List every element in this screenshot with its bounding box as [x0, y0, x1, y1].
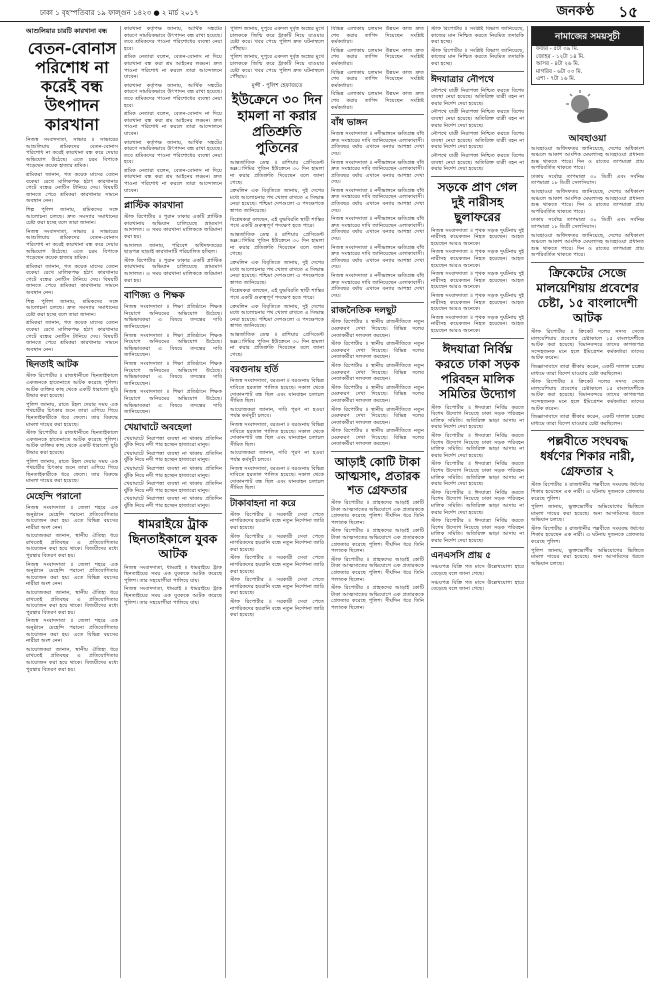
paragraph: স্টাফ রিপোর্টার ॥ গ্রাহকদের আড়াই কোটি টাকা আত্মসাতের অভিযোগে এক প্রতারককে গ্রেফতার করেছে পুলিশ। দীর্ঘদিন ধরে তিনি পলাতক ছিলেন।: [331, 585, 424, 611]
column-6: [531, 26, 644, 978]
paragraph: নিজস্ব সংবাদদাতা ॥ নদীভাঙ্গনে ক্ষতিগ্রস্ত বাঁধ দ্রুত সংস্কারের দাবি জানিয়েছেন এলাকাবাসী। প্রতিবছর বর্ষায় এখানে বন্যার আশঙ্কা দেখা দেয়।: [331, 187, 424, 214]
weather-title: আবহাওয়া: [568, 133, 607, 144]
story-body: [124, 26, 222, 194]
story-body: [230, 378, 324, 492]
paragraph: শিল্প পুলিশ জানায়, শ্রমিকদের সঙ্গে আলোচনা চলছে। দ্রুত সমস্যার সমাধানের চেষ্টা করা হচ্ছে বলে তারা জানান।: [26, 298, 118, 318]
paragraph: নিজস্ব সংবাদদাতা ॥ জেলা শহরে এক অনুষ্ঠানে মেহেন্দি পরানো প্রতিযোগিতার আয়োজন করা হয়। এতে বিভিন্ন বয়সের নারীরা অংশ নেন।: [26, 504, 118, 531]
story-headline: বাণিজ্য ও শিক্ষক: [124, 291, 185, 302]
paragraph: নিজস্ব সংবাদদাতা ॥ নদীভাঙ্গনে ক্ষতিগ্রস্ত বাঁধ দ্রুত সংস্কারের দাবি জানিয়েছেন এলাকাবাসী। প্রতিবছর বর্ষায় এখানে বন্যার আশঙ্কা দেখা দেয়।: [331, 216, 424, 243]
prayer-times-title: নামাজের সময়সূচী: [532, 27, 643, 46]
paragraph: নিজস্ব সংবাদদাতা ॥ শিক্ষা প্রতিষ্ঠানে শিক্ষক নিয়োগে অনিয়মের অভিযোগ উঠেছে। অভিভাবকরা এ বিষয়ে তদন্তের দাবি জানিয়েছেন।: [124, 389, 222, 416]
paragraph: আন্তর্জাতিক ডেস্ক ॥ রাশিয়ার প্রেসিডেন্ট ভøাদিমির পুতিন ইউক্রেনে ৩০ দিন হামলা না করার প্রতিশ্রুতি দিয়েছেন বলে জানা গেছে।: [230, 231, 324, 258]
paragraph: শ্রমিকরা জানান, গত কয়েক মাসের বেতন বকেয়া রেখে মালিকপক্ষ হঠাৎ কারখানার গেটে বন্ধের নোটিস টানিয়ে দেয়। বিষয়টি জানতে পেরে শ্রমিকরা কারখানার সামনে অবস্থান নেন।: [26, 320, 118, 353]
story-body: [431, 564, 524, 592]
paragraph: স্টাফ রিপোর্টার ॥ পুরান ঢাকার একটি প্লাস্টিক কারখানায় অভিযান চালিয়েছে ভ্রাম্যমাণ আদালত। এ সময় কারখানা মালিককে জরিমানা করা হয়।: [124, 257, 222, 284]
paragraph: খেয়াঘাটে নিরাপত্তা ব্যবস্থা না থাকায় প্রতিদিন ঝুঁকি নিয়ে নদী পার হচ্ছেন হাজারো মানুষ।: [124, 496, 222, 510]
paragraph: স্টাফ রিপোর্টার ॥ স্থানীয় রাজনীতিতে নতুন মেরুকরণ দেখা দিয়েছে। বিভিন্ন দলের নেতাকর্মীরা দলবদল করছেন।: [331, 406, 424, 426]
paragraph: পুলিশ জানায়, রাতে টহল দেয়ার সময় এক পথচারীর চিৎকার শুনে তারা এগিয়ে গিয়ে ছিনতাইকারীকে ধরে ফেলে। তার বিরুদ্ধে মামলা দায়ের করা হয়েছে।: [26, 458, 118, 485]
story-body: [531, 482, 644, 567]
story-headline: পল্লবীতে সংঘবদ্ধ ধর্ষণের শিকার নারী, গ্রেফতার ২: [540, 434, 635, 479]
column-rule: [427, 26, 428, 978]
story-body: [230, 512, 324, 619]
paragraph: শিল্প পুলিশ জানায়, শ্রমিকদের সঙ্গে আলোচনা চলছে। দ্রুত সমস্যার সমাধানের চেষ্টা করা হচ্ছে বলে তারা জানান।: [26, 206, 118, 227]
paragraph: স্টাফ রিপোর্টার ॥ রাজধানীর পল্লবীতে সংঘবদ্ধ ধর্ষণের শিকার হয়েছেন এক নারী। এ ঘটনায় দুজনকে গ্রেফতার করেছে পুলিশ।: [531, 482, 644, 502]
paragraph: স্টাফ রিপোর্টার ॥ সরকারী সেবা পেতে নাগরিকদের হয়রানি বন্ধে নতুন নির্দেশনা জারি করা হয়েছে।: [230, 511, 324, 532]
issue-date: ঢাকা ১ বৃহস্পতিবার ১৯ ফাল্গুন ১৪২৩ ● ২ মার্চ ২০১৭: [40, 9, 199, 17]
paragraph: খেয়াঘাটে নিরাপত্তা ব্যবস্থা না থাকায় প্রতিদিন ঝুঁকি নিয়ে নদী পার হচ্ছেন হাজারো মানুষ।: [124, 435, 222, 449]
story-body: [124, 436, 222, 510]
paragraph: স্টাফ রিপোর্টার ॥ গ্রাহকদের আড়াই কোটি টাকা আত্মসাতের অভিযোগে এক প্রতারককে গ্রেফতার করেছে পুলিশ। দীর্ঘদিন ধরে তিনি পলাতক ছিলেন।: [331, 556, 424, 583]
paragraph: আবহাওয়া অধিদফতর জানিয়েছে, দেশের অধিকাংশ অঞ্চলে আকাশ আংশিক মেঘলাসহ আবহাওয়া প্রধানত শুষ্ক থাকতে পারে। দিন ও রাতের তাপমাত্রা প্রায় অপরিবর্তিত থাকতে পারে।: [531, 189, 644, 215]
paragraph: নিজস্ব সংবাদদাতা ॥ নদীভাঙ্গনে ক্ষতিগ্রস্ত বাঁধ দ্রুত সংস্কারের দাবি জানিয়েছেন এলাকাবাসী। প্রতিবছর বর্ষায় এখানে বন্যার আশঙ্কা দেখা দেয়।: [331, 159, 424, 186]
paragraph: বিভিন্ন এলাকায় চলমান উন্নয়ন কাজ দ্রুত শেষ করার তাগিদ দিয়েছেন সংশ্লিষ্ট কর্মকর্তারা।: [331, 47, 424, 67]
paragraph: ঢাকায় সর্বোচ্চ তাপমাত্রা ৩০ ডিগ্রী এবং সর্বনিম্ন তাপমাত্রা ১৮ ডিগ্রী সেলসিয়াস।: [531, 217, 644, 231]
paragraph: শ্রমিকরা জানান, গত কয়েক মাসের বেতন বকেয়া রেখে মালিকপক্ষ হঠাৎ কারখানার গেটে বন্ধের নোটিস টানিয়ে দেয়। বিষয়টি জানতে পেরে শ্রমিকরা কারখানার সামনে অবস্থান নেন।: [26, 263, 118, 297]
story-headline: আড়াই কোটি টাকা আত্মসাৎ, প্রতারক শত গ্রেফতার: [334, 455, 421, 498]
paragraph: স্টাফ রিপোর্টার ॥ ক্রিকেট দলের সদস্য সেজে মালয়েশিয়ায় প্রবেশের চেষ্টাকালে ১৫ বাংলাদেশীকে আটক করা হয়েছে। বিমানবন্দরে তাদের কাগজপত্র সন্দেহজনক মনে হলে ইমিগ্রেশন কর্মকর্তারা তাদের আটক করেন।: [531, 379, 644, 412]
story-headline: ধামরাইয়ে ট্রাক ছিনতাইকালে যুবক আটক: [128, 516, 218, 561]
paragraph: আন্তর্জাতিক ডেস্ক ॥ রাশিয়ার প্রেসিডেন্ট ভøাদিমির পুতিন ইউক্রেনে ৩০ দিন হামলা না করার প্রতিশ্রুতি দিয়েছেন বলে জানা গেছে।: [230, 159, 324, 186]
paragraph: নিজস্ব সংবাদদাতা ॥ পৃথক সড়ক দুর্ঘটনায় দুই নারীসহ কয়েকজন নিহত হয়েছেন। আহত হয়েছেন আরও অনেকে।: [431, 227, 524, 247]
paragraph: আদালত জানায়, পরিবেশ অধিদফতরের ছাড়পত্র ছাড়াই কারখানাটি পরিচালিত হচ্ছিল।: [124, 242, 222, 256]
column-1: [26, 26, 118, 978]
story-body: [331, 26, 424, 111]
story-body: [431, 26, 524, 68]
paragraph: স্টাফ রিপোর্টার ॥ স্থানীয় রাজনীতিতে নতুন মেরুকরণ দেখা দিয়েছে। বিভিন্ন দলের নেতাকর্মীরা দলবদল করছেন।: [331, 319, 424, 339]
paragraph: স্টাফ রিপোর্টার ॥ সরকারী সেবা পেতে নাগরিকদের হয়রানি বন্ধে নতুন নির্দেশনা জারি করা হয়েছে।: [230, 599, 324, 619]
story-body: [230, 160, 324, 359]
lead-headline: বেতন-বোনাস পরিশোধ না করেই বন্ধ উৎপাদন কারখানা: [27, 39, 117, 134]
story-body: [431, 228, 524, 335]
paragraph: বিভিন্ন এলাকায় চলমান উন্নয়ন কাজ দ্রুত শেষ করার তাগিদ দিয়েছেন সংশ্লিষ্ট কর্মকর্তারা।: [331, 26, 424, 46]
story-body: [431, 88, 524, 173]
story-headline: ক্রিকেটের সেজে মালয়েশিয়ায় প্রবেশের চেষ্টা, ১৫ বাংলাদেশী আটক: [536, 266, 639, 325]
column-rule: [527, 26, 528, 978]
prayer-times-box: [531, 26, 644, 85]
paragraph: পুলিশ জানায়, ভুক্তভোগীর অভিযোগের ভিত্তিতে মামলা দায়ের করা হয়েছে। অন্য আসামিদের ধরতে অভিযান চলছে।: [531, 504, 644, 524]
paragraph: সঞ্চয়পত্র বিক্রি গত মাসে উল্লেখযোগ্য হারে বেড়েছে বলে জানা গেছে।: [431, 579, 524, 593]
paragraph: শ্রমিক নেতারা বলেন, বেতন-বোনাস না দিয়ে কারখানা বন্ধ করা শ্রম আইনের লঙ্ঘন। দ্রুত পাওনা পরিশোধ না করলে তারা আন্দোলনে যাবেন।: [124, 54, 222, 81]
paragraph: পুলিশ জানায়, রাতে টহল দেয়ার সময় এক পথচারীর চিৎকার শুনে তারা এগিয়ে গিয়ে ছিনতাইকারীকে ধরে ফেলে। তার বিরুদ্ধে মামলা দায়ের করা হয়েছে।: [26, 401, 118, 428]
paragraph: আয়োজকরা জানান, স্থানীয় ঐতিহ্য ধরে রাখতেই প্রতিবছর এ প্রতিযোগিতার আয়োজন করা হয়ে থাকে। বিজয়ীদের মধ্যে পুরস্কার বিতরণ করা হয়।: [26, 533, 118, 560]
paragraph: স্টাফ রিপোর্টার ॥ সরকারী সেবা পেতে নাগরিকদের হয়রানি বন্ধে নতুন নির্দেশনা জারি করা হয়েছে।: [230, 555, 324, 575]
paragraph: নিজস্ব সংবাদদাতা ॥ পৃথক সড়ক দুর্ঘটনায় দুই নারীসহ কয়েকজন নিহত হয়েছেন। আহত হয়েছেন আরও অনেকে।: [431, 249, 524, 269]
paragraph: আবহাওয়া অধিদফতর জানিয়েছে, দেশের অধিকাংশ অঞ্চলে আকাশ আংশিক মেঘলাসহ আবহাওয়া প্রধানত শুষ্ক থাকতে পারে। দিন ও রাতের তাপমাত্রা প্রায় অপরিবর্তিত থাকতে পারে।: [531, 145, 644, 172]
paragraph: নিজস্ব সংবাদদাতা ॥ পৃথক সড়ক দুর্ঘটনায় দুই নারীসহ কয়েকজন নিহত হয়েছেন। আহত হয়েছেন আরও অনেকে।: [431, 314, 524, 334]
paragraph: স্টাফ রিপোর্টার ॥ ঈদযাত্রা নির্বিঘ্ন করতে বিশেষ উদ্যোগ নিয়েছে ঢাকা সড়ক পরিবহন মালিক সমিতি। অতিরিক্ত ভাড়া আদায় না করার নির্দেশ দেয়া হয়েছে।: [431, 404, 524, 431]
paragraph: স্টাফ রিপোর্টার ॥ রাজধানীতে ছিনতাইকালে একজনকে হাতেনাতে আটক করেছে পুলিশ। আটক ব্যক্তির কাছ থেকে একটি ধারালো ছুরি উদ্ধার করা হয়েছে।: [26, 430, 118, 456]
story-headline: এনএসসি প্রায় ৫: [431, 551, 492, 562]
paragraph: বিভিন্ন এলাকায় চলমান উন্নয়ন কাজ দ্রুত শেষ করার তাগিদ দিয়েছেন সংশ্লিষ্ট কর্মকর্তারা।: [331, 69, 424, 89]
paragraph: স্টাফ রিপোর্টার ॥ পুরান ঢাকার একটি প্লাস্টিক কারখানায় অভিযান চালিয়েছে ভ্রাম্যমাণ আদালত। এ সময় কারখানা মালিককে জরিমানা করা হয়।: [124, 214, 222, 241]
column-rule: [225, 26, 226, 978]
story-headline: ঈদযাত্রার নৌপথে: [431, 74, 494, 85]
story-headline: বাঁধ ভাঙ্গন: [331, 118, 368, 129]
page-header: [0, 0, 650, 22]
page-number: ১৫: [618, 3, 638, 21]
prayer-time-row: জোহর - ১২টা ১৪ মি.: [536, 53, 585, 60]
paragraph: বিশ্লেষকরা বলছেন, এই যুদ্ধবিরতি স্থায়ী শান্তির পথে একটি গুরুত্বপূর্ণ পদক্ষেপ হতে পারে।: [230, 288, 324, 302]
paragraph: নিজস্ব সংবাদদাতা ॥ নদীভাঙ্গনে ক্ষতিগ্রস্ত বাঁধ দ্রুত সংস্কারের দাবি জানিয়েছেন এলাকাবাসী। প্রতিবছর বর্ষায় এখানে বন্যার আশঙ্কা দেখা দেয়।: [331, 244, 424, 271]
newspaper-brand: জনকণ্ঠ: [556, 4, 594, 19]
paragraph: স্টাফ রিপোর্টার ॥ সরকারী সেবা পেতে নাগরিকদের হয়রানি বন্ধে নতুন নির্দেশনা জারি করা হয়েছে।: [230, 533, 324, 553]
story-body: [124, 214, 222, 284]
paragraph: আন্তর্জাতিক ডেস্ক ॥ রাশিয়ার প্রেসিডেন্ট ভøাদিমির পুতিন ইউক্রেনে ৩০ দিন হামলা না করার প্রতিশ্রুতি দিয়েছেন বলে জানা গেছে।: [230, 332, 324, 358]
paragraph: পুলিশ জানায়, দুপুরে একদল দুর্বৃত্ত অস্ত্রের মুখে চালককে জিম্মি করে ট্রাকটি নিয়ে যাওয়ার চেষ্টা করে। খবর পেয়ে পুলিশ দ্রুত ঘটনাস্থলে পৌঁছায়।: [230, 54, 324, 81]
story-headline: ছিনতাই আটক: [26, 360, 79, 371]
paragraph: আয়োজকরা জানান, দাবি পূরণ না হওয়া পর্যন্ত কর্মসূচী চলবে।: [230, 450, 324, 463]
story-body: [331, 500, 424, 612]
paragraph: স্টাফ রিপোর্টার ॥ রাজধানীতে ছিনতাইকালে একজনকে হাতেনাতে আটক করেছে পুলিশ। আটক ব্যক্তির কাছ থেকে একটি ধারালো ছুরি উদ্ধার করা হয়েছে।: [26, 373, 118, 400]
paragraph: স্টাফ রিপোর্টার ॥ ঈদযাত্রা নির্বিঘ্ন করতে বিশেষ উদ্যোগ নিয়েছে ঢাকা সড়ক পরিবহন মালিক সমিতি। অতিরিক্ত ভাড়া আদায় না করার নির্দেশ দেয়া হয়েছে।: [431, 461, 524, 488]
paragraph: নিজস্ব সংবাদদাতা ॥ শিক্ষা প্রতিষ্ঠানে শিক্ষক নিয়োগে অনিয়মের অভিযোগ উঠেছে। অভিভাবকরা এ বিষয়ে তদন্তের দাবি জানিয়েছেন।: [124, 332, 222, 359]
paragraph: নিজস্ব সংবাদদাতা, বরগুনা ॥ বরগুনায় বিভিন্ন দাবিতে হরতাল পালিত হয়েছে। সকাল থেকে দোকানপাট বন্ধ ছিল এবং যানবাহন চলাচল সীমিত ছিল।: [230, 421, 324, 448]
story-headline: রাজনৈতিক দলছুট: [331, 306, 397, 317]
paragraph: আয়োজকরা জানান, দাবি পূরণ না হওয়া পর্যন্ত কর্মসূচী চলবে।: [230, 406, 324, 420]
paragraph: আবহাওয়া অধিদফতর জানিয়েছে, দেশের অধিকাংশ অঞ্চলে আকাশ আংশিক মেঘলাসহ আবহাওয়া প্রধানত শুষ্ক থাকতে পারে। দিন ও রাতের তাপমাত্রা প্রায় অপরিবর্তিত থাকতে পারে।: [531, 232, 644, 259]
story-headline: টাকাবাহনা না করে: [230, 498, 296, 509]
story-headline: মেহেন্দি পরানো: [26, 491, 82, 502]
story-headline: ঈদযাত্রা নির্বিঘ্ন করতে ঢাকা সড়ক পরিবহন মালিক সমিতির উদ্যোগ: [435, 341, 520, 401]
paragraph: আয়োজকরা জানান, স্থানীয় ঐতিহ্য ধরে রাখতেই প্রতিবছর এ প্রতিযোগিতার আয়োজন করা হয়ে থাকে। বিজয়ীদের মধ্যে পুরস্কার বিতরণ করা হয়।: [26, 646, 118, 673]
paragraph: নিজস্ব সংবাদদাতা ॥ শিক্ষা প্রতিষ্ঠানে শিক্ষক নিয়োগে অনিয়মের অভিযোগ উঠেছে। অভিভাবকরা এ বিষয়ে তদন্তের দাবি জানিয়েছেন।: [124, 304, 222, 330]
paragraph: নিজস্ব সংবাদদাতা, বরগুনা ॥ বরগুনায় বিভিন্ন দাবিতে হরতাল পালিত হয়েছে। সকাল থেকে দোকানপাট বন্ধ ছিল এবং যানবাহন চলাচল সীমিত ছিল।: [230, 465, 324, 492]
paragraph: সঞ্চয়পত্র বিক্রি গত মাসে উল্লেখযোগ্য হারে বেড়েছে বলে জানা গেছে।: [431, 564, 524, 578]
story-body: [230, 26, 324, 81]
paragraph: আয়োজকরা জানান, স্থানীয় ঐতিহ্য ধরে রাখতেই প্রতিবছর এ প্রতিযোগিতার আয়োজন করা হয়ে থাকে। বিজয়ীদের মধ্যে পুরস্কার বিতরণ করা হয়।: [26, 590, 118, 616]
weather-body: [531, 146, 644, 260]
column-3: [230, 26, 324, 978]
paragraph: নিজস্ব সংবাদদাতা ॥ নদীভাঙ্গনে ক্ষতিগ্রস্ত বাঁধ দ্রুত সংস্কারের দাবি জানিয়েছেন এলাকাবাসী। প্রতিবছর বর্ষায় এখানে বন্যার আশঙ্কা দেখা দেয়।: [331, 131, 424, 157]
column-5: [431, 26, 524, 978]
paragraph: ক্রেমলিন এক বিবৃতিতে জানায়, দুই দেশের মধ্যে আলোচনার পথ খোলা রাখতে এ সিদ্ধান্ত নেয়া হয়েছে। পশ্চিমা দেশগুলো এ পদক্ষেপকে স্বাগত জানিয়েছে।: [230, 303, 324, 330]
paragraph: বিভিন্ন এলাকায় চলমান উন্নয়ন কাজ দ্রুত শেষ করার তাগিদ দিয়েছেন সংশ্লিষ্ট কর্মকর্তারা।: [331, 91, 424, 111]
paragraph: জিজ্ঞাসাবাদে তারা স্বীকার করেন, একটি দালাল চক্রের মাধ্যমে তারা বিদেশ যাওয়ার চেষ্টা করছিলেন।: [531, 414, 644, 427]
prayer-time-row: মাগরিব - ৬টা ০৩ মি.: [536, 68, 583, 75]
weather-box: [531, 89, 644, 260]
paragraph: নৌপথে যাত্রী নিরাপত্তা নিশ্চিত করতে বিশেষ ব্যবস্থা নেয়া হয়েছে। অতিরিক্ত যাত্রী বহন না করার নির্দেশ দেয়া হয়েছে।: [431, 131, 524, 151]
paragraph: স্টাফ রিপোর্টার ॥ ঈদযাত্রা নির্বিঘ্ন করতে বিশেষ উদ্যোগ নিয়েছে ঢাকা সড়ক পরিবহন মালিক সমিতি। অতিরিক্ত ভাড়া আদায় না করার নির্দেশ দেয়া হয়েছে।: [431, 432, 524, 459]
prayer-time-row: এশা - ৭টা ১৬ মি.: [536, 76, 576, 82]
paragraph: স্টাফ রিপোর্টার ॥ ঈদযাত্রা নির্বিঘ্ন করতে বিশেষ উদ্যোগ নিয়েছে ঢাকা সড়ক পরিবহন মালিক সমিতি। অতিরিক্ত ভাড়া আদায় না করার নির্দেশ দেয়া হয়েছে।: [431, 489, 524, 516]
paragraph: নৌপথে যাত্রী নিরাপত্তা নিশ্চিত করতে বিশেষ ব্যবস্থা নেয়া হয়েছে। অতিরিক্ত যাত্রী বহন না করার নির্দেশ দেয়া হয়েছে।: [431, 87, 524, 107]
paragraph: স্টাফ রিপোর্টার ॥ সংশ্লিষ্ট বিভাগ জানিয়েছে, কাজের মান নিশ্চিত করতে নিয়মিত তদারকি করা হচ্ছে।: [431, 47, 524, 67]
paragraph: শ্রমিক নেতারা বলেন, বেতন-বোনাস না দিয়ে কারখানা বন্ধ করা শ্রম আইনের লঙ্ঘন। দ্রুত পাওনা পরিশোধ না করলে তারা আন্দোলনে যাবেন।: [124, 167, 222, 194]
story-headline: বরগুনায় হর্তি: [230, 365, 279, 376]
story-body: [124, 565, 222, 607]
story-kicker: আশুলিয়ার চারটি কারখানা বন্ধ: [26, 27, 108, 35]
story-headline: ইউক্রেনে ৩০ দিন হামলা না করার প্রতিশ্রুতি পুতিনের: [231, 92, 323, 156]
paragraph: শ্রমিক নেতারা বলেন, বেতন-বোনাস না দিয়ে কারখানা বন্ধ করা শ্রম আইনের লঙ্ঘন। দ্রুত পাওনা পরিশোধ না করলে তারা আন্দোলনে যাবেন।: [124, 111, 222, 137]
paragraph: নিজস্ব সংবাদদাতা ॥ নদীভাঙ্গনে ক্ষতিগ্রস্ত বাঁধ দ্রুত সংস্কারের দাবি জানিয়েছেন এলাকাবাসী। প্রতিবছর বর্ষায় এখানে বন্যার আশঙ্কা দেখা দেয়।: [331, 273, 424, 299]
column-rule: [120, 26, 121, 978]
paragraph: কারখানা কর্তৃপক্ষ জানায়, আর্থিক সঙ্কটের কারণে সাময়িকভাবে উৎপাদন বন্ধ রাখা হয়েছে। তবে শ্রমিকদের পাওনা পরিশোধের ব্যবস্থা নেয়া হবে।: [124, 26, 222, 52]
paragraph: স্টাফ রিপোর্টার ॥ স্থানীয় রাজনীতিতে নতুন মেরুকরণ দেখা দিয়েছে। বিভিন্ন দলের নেতাকর্মীরা দলবদল করছেন।: [331, 428, 424, 448]
column-rule: [327, 26, 328, 978]
prayer-time-row: আসর - ৪টা ২৬ মি.: [536, 61, 580, 67]
story-headline: খেয়াঘাটে অবহেলা: [124, 422, 192, 433]
paragraph: ঢাকায় সর্বোচ্চ তাপমাত্রা ৩০ ডিগ্রী এবং সর্বনিম্ন তাপমাত্রা ১৮ ডিগ্রী সেলসিয়াস।: [531, 173, 644, 187]
story-headline: সড়কে প্রাণ গেল দুই নারীসহ ছুলাফরের: [437, 179, 518, 224]
paragraph: খেয়াঘাটে নিরাপত্তা ব্যবস্থা না থাকায় প্রতিদিন ঝুঁকি নিয়ে নদী পার হচ্ছেন হাজারো মানুষ।: [124, 466, 222, 479]
paragraph: জিজ্ঞাসাবাদে তারা স্বীকার করেন, একটি দালাল চক্রের মাধ্যমে তারা বিদেশ যাওয়ার চেষ্টা করছিলেন।: [531, 363, 644, 377]
paragraph: স্টাফ রিপোর্টার ॥ রাজধানীর পল্লবীতে সংঘবদ্ধ ধর্ষণের শিকার হয়েছেন এক নারী। এ ঘটনায় দুজনকে গ্রেফতার করেছে পুলিশ।: [531, 525, 644, 546]
paragraph: স্টাফ রিপোর্টার ॥ স্থানীয় রাজনীতিতে নতুন মেরুকরণ দেখা দিয়েছে। বিভিন্ন দলের নেতাকর্মীরা দলবদল করছেন।: [331, 362, 424, 383]
paragraph: পুলিশ জানায়, দুপুরে একদল দুর্বৃত্ত অস্ত্রের মুখে চালককে জিম্মি করে ট্রাকটি নিয়ে যাওয়ার চেষ্টা করে। খবর পেয়ে পুলিশ দ্রুত ঘটনাস্থলে পৌঁছায়।: [230, 26, 324, 52]
paragraph: খেয়াঘাটে নিরাপত্তা ব্যবস্থা না থাকায় প্রতিদিন ঝুঁকি নিয়ে নদী পার হচ্ছেন হাজারো মানুষ।: [124, 450, 222, 464]
paragraph: নিজস্ব সংবাদদাতা, বরগুনা ॥ বরগুনায় বিভিন্ন দাবিতে হরতাল পালিত হয়েছে। সকাল থেকে দোকানপাট বন্ধ ছিল এবং যানবাহন চলাচল সীমিত ছিল।: [230, 378, 324, 405]
paragraph: নৌপথে যাত্রী নিরাপত্তা নিশ্চিত করতে বিশেষ ব্যবস্থা নেয়া হয়েছে। অতিরিক্ত যাত্রী বহন না করার নির্দেশ দেয়া হয়েছে।: [431, 152, 524, 173]
prayer-time-row: ফজর - ৫টা ০৯ মি.: [536, 46, 579, 52]
paragraph: পুলিশ জানায়, ভুক্তভোগীর অভিযোগের ভিত্তিতে মামলা দায়ের করা হয়েছে। অন্য আসামিদের ধরতে অভিযান চলছে।: [531, 547, 644, 567]
lead-story-body: [26, 137, 118, 353]
paragraph: নিজস্ব সংবাদদাতা, সাভার ॥ সাভারের আশুলিয়ায় শ্রমিকদের বেতন-বোনাস পরিশোধ না করেই কারখানা বন্ধ করে দেয়ার অভিযোগ উঠেছে। এতে চরম বিপাকে পড়েছেন কয়েক হাজার শ্রমিক।: [26, 137, 118, 170]
paragraph: নিজস্ব সংবাদদাতা ॥ জেলা শহরে এক অনুষ্ঠানে মেহেন্দি পরানো প্রতিযোগিতার আয়োজন করা হয়। এতে বিভিন্ন বয়সের নারীরা অংশ নেন।: [26, 618, 118, 645]
story-body: [531, 329, 644, 427]
paragraph: শ্রমিকরা জানান, গত কয়েক মাসের বেতন বকেয়া রেখে মালিকপক্ষ হঠাৎ কারখানার গেটে বন্ধের নোটিস টানিয়ে দেয়। বিষয়টি জানতে পেরে শ্রমিকরা কারখানার সামনে অবস্থান নেন।: [26, 171, 118, 205]
paragraph: বিশ্লেষকরা বলছেন, এই যুদ্ধবিরতি স্থায়ী শান্তির পথে একটি গুরুত্বপূর্ণ পদক্ষেপ হতে পারে।: [230, 216, 324, 230]
paragraph: ক্রেমলিন এক বিবৃতিতে জানায়, দুই দেশের মধ্যে আলোচনার পথ খোলা রাখতে এ সিদ্ধান্ত নেয়া হয়েছে। পশ্চিমা দেশগুলো এ পদক্ষেপকে স্বাগত জানিয়েছে।: [230, 188, 324, 214]
paragraph: স্টাফ রিপোর্টার ॥ গ্রাহকদের আড়াই কোটি টাকা আত্মসাতের অভিযোগে এক প্রতারককে গ্রেফতার করেছে পুলিশ। দীর্ঘদিন ধরে তিনি পলাতক ছিলেন।: [331, 528, 424, 555]
paragraph: নিজস্ব সংবাদদাতা ॥ শিক্ষা প্রতিষ্ঠানে শিক্ষক নিয়োগে অনিয়মের অভিযোগ উঠেছে। অভিভাবকরা এ বিষয়ে তদন্তের দাবি জানিয়েছেন।: [124, 360, 222, 387]
paragraph: নিজস্ব সংবাদদাতা ॥ জেলা শহরে এক অনুষ্ঠানে মেহেন্দি পরানো প্রতিযোগিতার আয়োজন করা হয়। এতে বিভিন্ন বয়সের নারীরা অংশ নেন।: [26, 561, 118, 588]
story-body: [331, 319, 424, 448]
paragraph: স্টাফ রিপোর্টার ॥ স্থানীয় রাজনীতিতে নতুন মেরুকরণ দেখা দিয়েছে। বিভিন্ন দলের নেতাকর্মীরা দলবদল করছেন।: [331, 341, 424, 361]
paragraph: নৌপথে যাত্রী নিরাপত্তা নিশ্চিত করতে বিশেষ ব্যবস্থা নেয়া হয়েছে। অতিরিক্ত যাত্রী বহন না করার নির্দেশ দেয়া হয়েছে।: [431, 109, 524, 129]
paragraph: ক্রেমলিন এক বিবৃতিতে জানায়, দুই দেশের মধ্যে আলোচনার পথ খোলা রাখতে এ সিদ্ধান্ত নেয়া হয়েছে। পশ্চিমা দেশগুলো এ পদক্ষেপকে স্বাগত জানিয়েছে।: [230, 260, 324, 286]
column-4: [331, 26, 424, 978]
photo-caption: মুন্সী - পুলিশ হেফাজতে: [251, 82, 303, 89]
story-body: [331, 131, 424, 299]
paragraph: স্টাফ রিপোর্টার ॥ ক্রিকেট দলের সদস্য সেজে মালয়েশিয়ায় প্রবেশের চেষ্টাকালে ১৫ বাংলাদেশীকে আটক করা হয়েছে। বিমানবন্দরে তাদের কাগজপত্র সন্দেহজনক মনে হলে ইমিগ্রেশন কর্মকর্তারা তাদের আটক করেন।: [531, 329, 644, 362]
paragraph: স্টাফ রিপোর্টার ॥ স্থানীয় রাজনীতিতে নতুন মেরুকরণ দেখা দিয়েছে। বিভিন্ন দলের নেতাকর্মীরা দলবদল করছেন।: [331, 384, 424, 404]
paragraph: নিজস্ব সংবাদদাতা ॥ পৃথক সড়ক দুর্ঘটনায় দুই নারীসহ কয়েকজন নিহত হয়েছেন। আহত হয়েছেন আরও অনেকে।: [431, 271, 524, 291]
paragraph: নিজস্ব সংবাদদাতা, ধামরাই ॥ ধামরাইয়ে ট্রাক ছিনতাইয়ের সময় এক যুবককে আটক করেছে পুলিশ। তার সহযোগীরা পালিয়ে যায়।: [124, 586, 222, 606]
paragraph: স্টাফ রিপোর্টার ॥ সরকারী সেবা পেতে নাগরিকদের হয়রানি বন্ধে নতুন নির্দেশনা জারি করা হয়েছে।: [230, 577, 324, 597]
story-body: [431, 405, 524, 545]
paragraph: স্টাফ রিপোর্টার ॥ ঈদযাত্রা নির্বিঘ্ন করতে বিশেষ উদ্যোগ নিয়েছে ঢাকা সড়ক পরিবহন মালিক সমিতি। অতিরিক্ত ভাড়া আদায় না করার নির্দেশ দেয়া হয়েছে।: [431, 518, 524, 544]
paragraph: নিজস্ব সংবাদদাতা, সাভার ॥ সাভারের আশুলিয়ায় শ্রমিকদের বেতন-বোনাস পরিশোধ না করেই কারখানা বন্ধ করে দেয়ার অভিযোগ উঠেছে। এতে চরম বিপাকে পড়েছেন কয়েক হাজার শ্রমিক।: [26, 228, 118, 262]
weather-icon: [531, 89, 644, 131]
paragraph: খেয়াঘাটে নিরাপত্তা ব্যবস্থা না থাকায় প্রতিদিন ঝুঁকি নিয়ে নদী পার হচ্ছেন হাজারো মানুষ।: [124, 481, 222, 494]
paragraph: স্টাফ রিপোর্টার ॥ সংশ্লিষ্ট বিভাগ জানিয়েছে, কাজের মান নিশ্চিত করতে নিয়মিত তদারকি করা হচ্ছে।: [431, 26, 524, 46]
paragraph: নিজস্ব সংবাদদাতা ॥ পৃথক সড়ক দুর্ঘটনায় দুই নারীসহ কয়েকজন নিহত হয়েছেন। আহত হয়েছেন আরও অনেকে।: [431, 293, 524, 313]
paragraph: কারখানা কর্তৃপক্ষ জানায়, আর্থিক সঙ্কটের কারণে সাময়িকভাবে উৎপাদন বন্ধ রাখা হয়েছে। তবে শ্রমিকদের পাওনা পরিশোধের ব্যবস্থা নেয়া হবে।: [124, 139, 222, 166]
paragraph: কারখানা কর্তৃপক্ষ জানায়, আর্থিক সঙ্কটের কারণে সাময়িকভাবে উৎপাদন বন্ধ রাখা হয়েছে। তবে শ্রমিকদের পাওনা পরিশোধের ব্যবস্থা নেয়া হবে।: [124, 82, 222, 109]
story-body: [124, 304, 222, 416]
story-body: [26, 373, 118, 485]
column-2: [124, 26, 222, 978]
paragraph: স্টাফ রিপোর্টার ॥ গ্রাহকদের আড়াই কোটি টাকা আত্মসাতের অভিযোগে এক প্রতারককে গ্রেফতার করেছে পুলিশ। দীর্ঘদিন ধরে তিনি পলাতক ছিলেন।: [331, 500, 424, 526]
story-body: [26, 505, 118, 673]
paragraph: নিজস্ব সংবাদদাতা, ধামরাই ॥ ধামরাইয়ে ট্রাক ছিনতাইয়ের সময় এক যুবককে আটক করেছে পুলিশ। তার সহযোগীরা পালিয়ে যায়।: [124, 564, 222, 584]
story-headline: প্লাস্টিক কারখানা: [124, 201, 184, 212]
